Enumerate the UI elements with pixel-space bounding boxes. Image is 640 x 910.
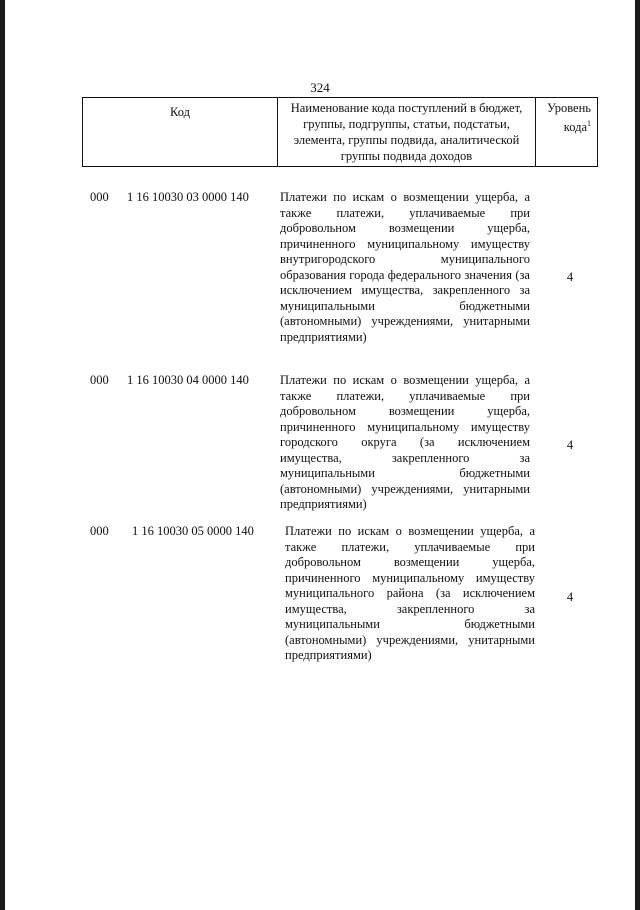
income-name: Платежи по искам о возмещении ущерба, а также платежи, уплачиваемые при добровольном возмещении ущерба, причиненного муниципальному имуществу городского округа (за исключением имущества, закрепленного за муниципальными бюджетными (автономными) учреждениями, унитарными предприятиями)	[280, 373, 530, 511]
code-level: 4	[566, 590, 574, 604]
footnote-marker: 1	[587, 119, 591, 128]
admin-code: 000	[90, 190, 109, 204]
income-name: Платежи по искам о возмещении ущерба, а также платежи, уплачиваемые при добровольном возмещении ущерба, причиненного муниципальному имуществу внутригородского муниципального образования города федерального значения (за исключением имущества, закрепленного за муниципальными бюджетными (автономными) учреждениями, унитарными предприятиями)	[280, 190, 530, 344]
income-code: 1 16 10030 05 0000 140	[132, 524, 254, 538]
header-table	[82, 97, 598, 167]
admin-code: 000	[90, 524, 109, 538]
header-level: Уровень кода$^1$	[536, 98, 598, 167]
income-name: Платежи по искам о возмещении ущерба, а также платежи, уплачиваемые при добровольном возмещении ущерба, причиненного муниципальному имуществу муниципального района (за исключением имущества, закрепленного за муниципальными бюджетными (автономными) учреждениями, унитарными предприятиями)	[285, 524, 535, 662]
header-code: Код	[83, 98, 278, 167]
income-code: 1 16 10030 03 0000 140	[127, 190, 249, 204]
page-number: 324	[310, 80, 330, 95]
income-code: 1 16 10030 04 0000 140	[127, 373, 249, 387]
scan-border-left	[0, 0, 5, 910]
code-level: 4	[566, 270, 574, 284]
scan-border-right	[635, 0, 640, 910]
header-name: Наименование кода поступлений в бюджет, группы, подгруппы, статьи, подстатьи, элемента, группы подвида, аналитической группы подвида доходов	[278, 98, 536, 167]
code-level: 4	[566, 438, 574, 452]
admin-code: 000	[90, 373, 109, 387]
